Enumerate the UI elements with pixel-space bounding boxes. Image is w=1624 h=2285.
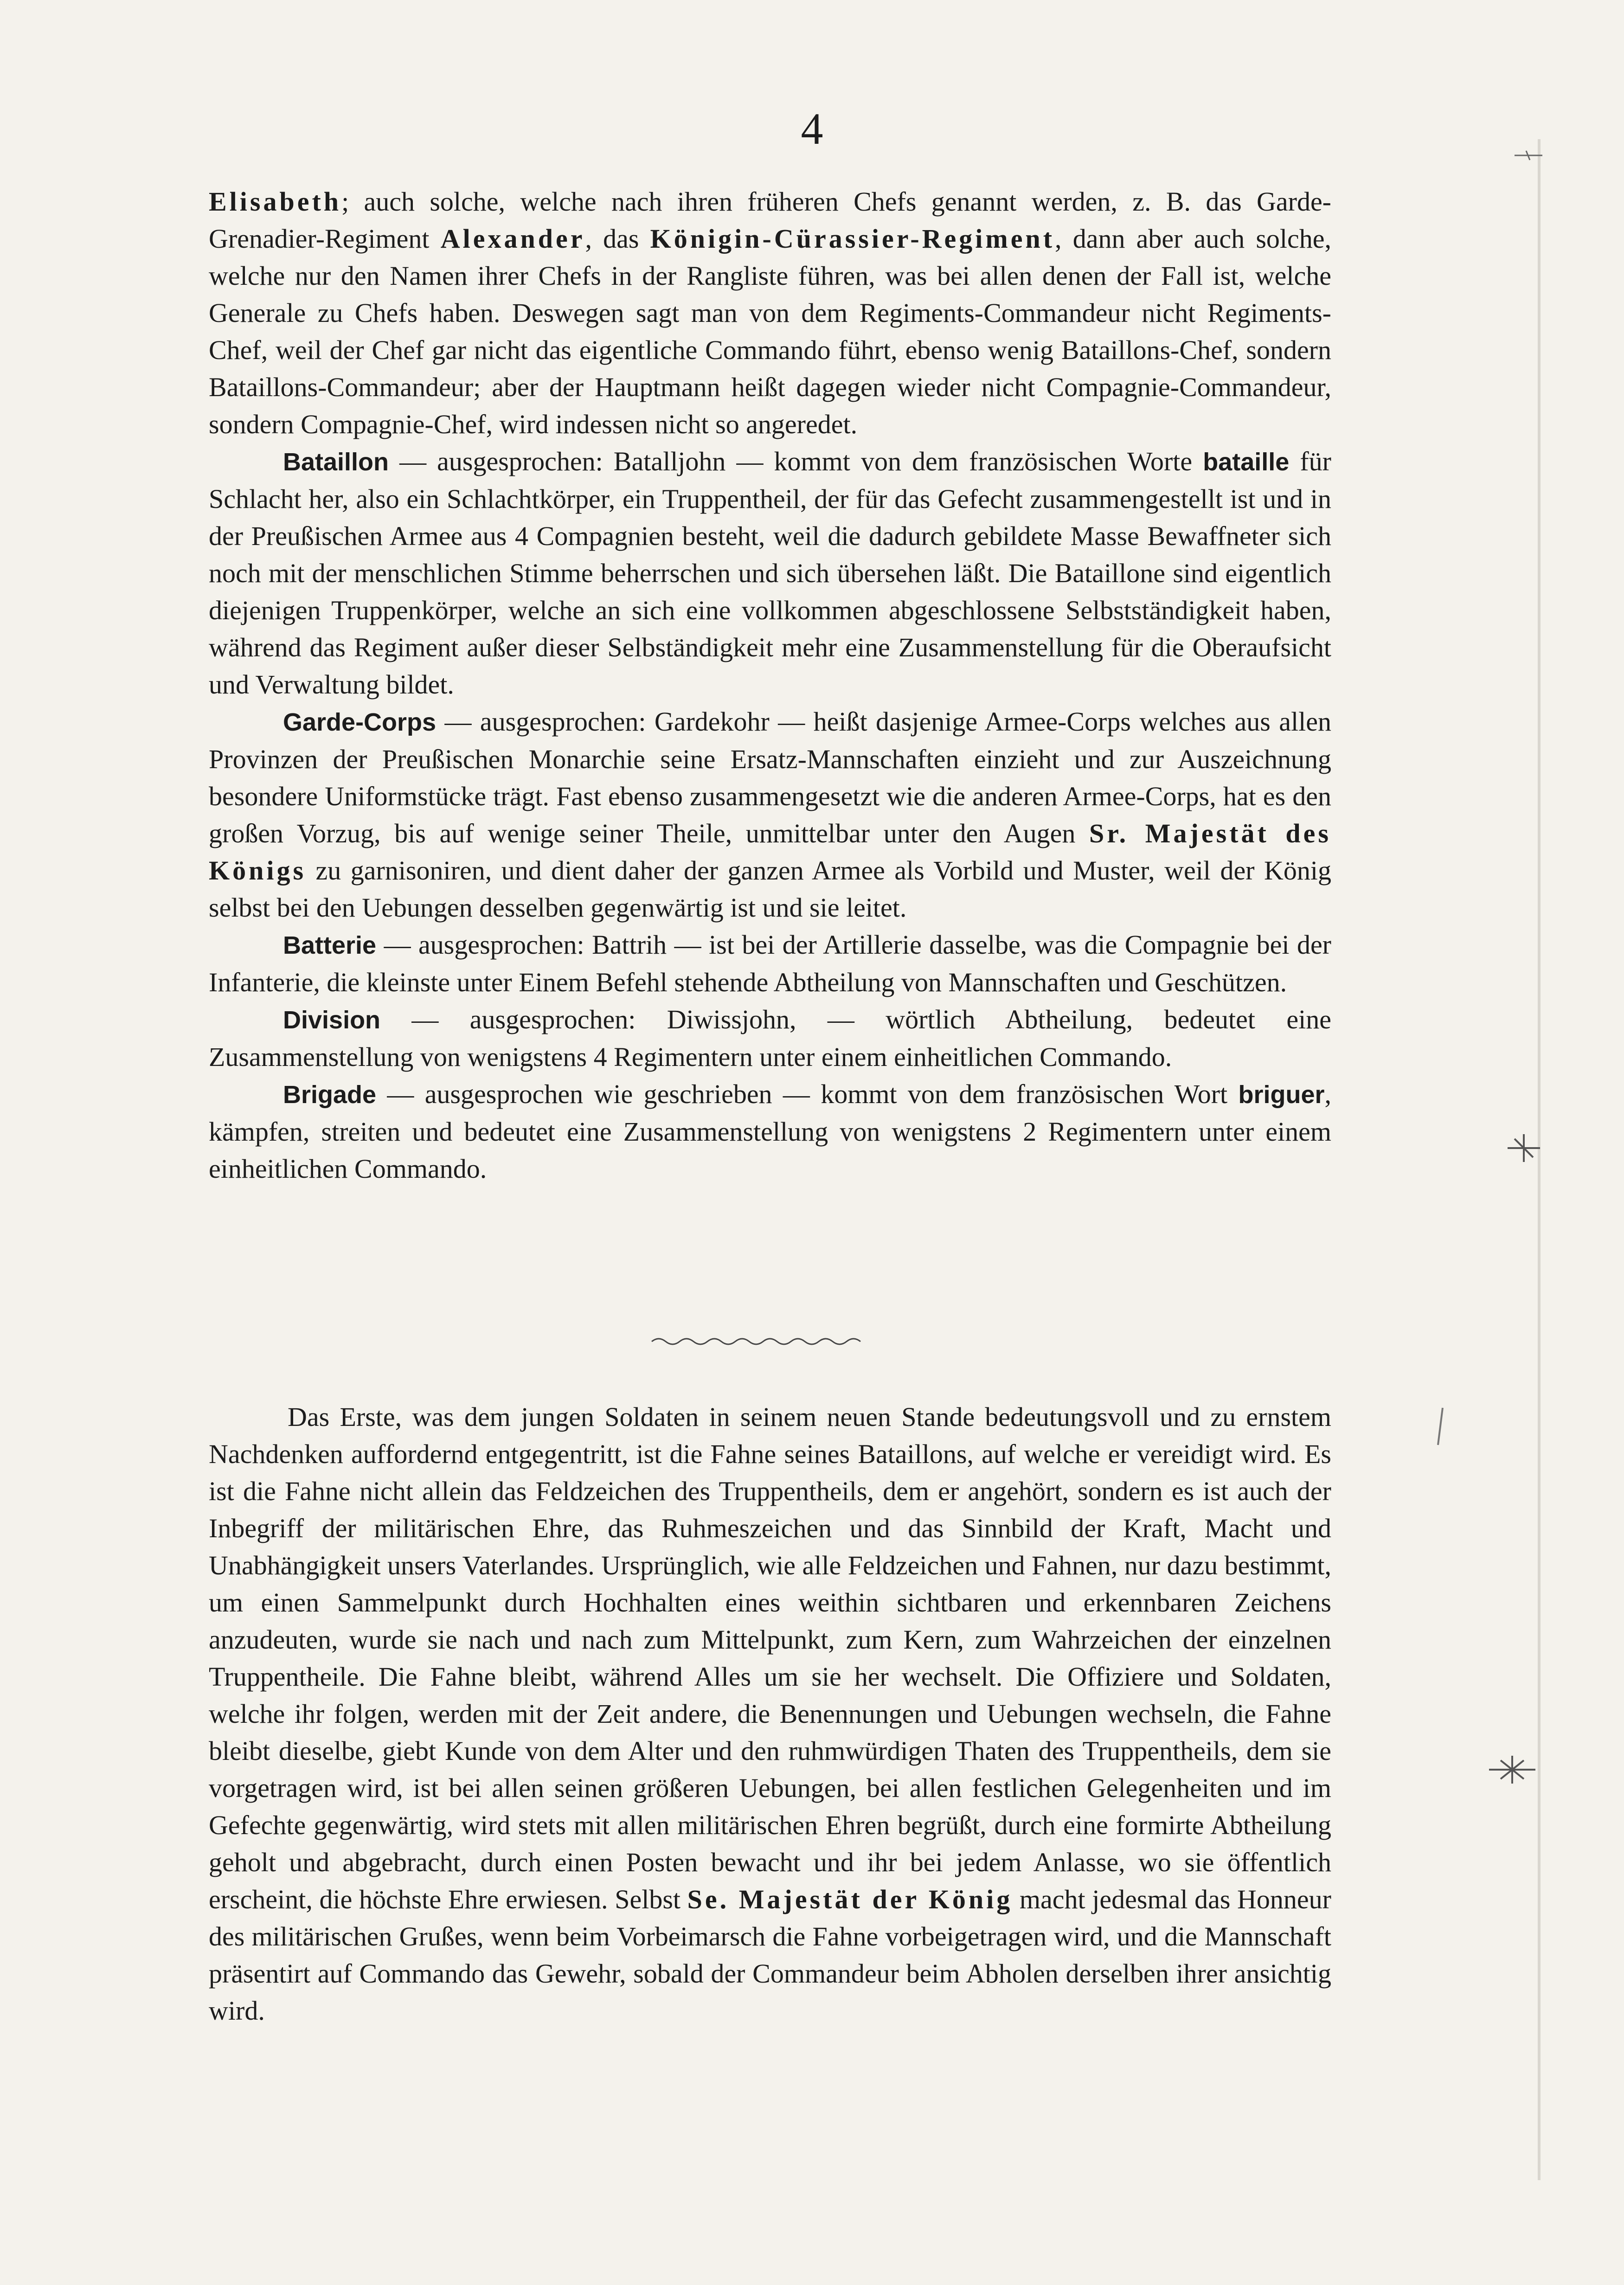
- majesty-title: Sr. Majestät des Königs: [209, 818, 1331, 886]
- flag-section: [209, 1399, 1331, 2029]
- edge-mark-top: [1512, 148, 1545, 162]
- intro-text-3: , dann aber auch solche, welche nur den Namen ihrer Chefs in der Rangliste führen, was bei allen denen der Fall ist, welche Generale zu Chefs haben. Deswegen sagt man von dem Regiments-Commandeur nicht Regiments-Chef, weil der Chef gar nicht das eigentliche Commando führt, ebenso wenig Bataillons-Chef, sondern Bataillons-Commandeur; aber der Hauptmann heißt dagegen wieder nicht Compagnie-Commandeur, sondern Compagnie-Chef, wird indessen nicht so angeredet.: [209, 224, 1331, 439]
- garde-corps-text-1: — ausgesprochen: Gardekohr — heißt dasjenige Armee-Corps welches aus allen Provinzen der Preußischen Monarchie seine Ersatz-Mannschaften einzieht und zur Auszeichnung besondere Uniformstücke trägt. Fast ebenso zusammengesetzt wie die anderen Armee-Corps, hat es den großen Vorzug, bis auf wenige seiner Theile, unmittelbar unter den Augen: [209, 706, 1331, 848]
- name-alexander: Alexander: [440, 224, 585, 254]
- majesty-king-title: Se. Majestät der König: [687, 1884, 1013, 1914]
- brigade-text-2: , kämpfen, streiten und bedeutet eine Zusammenstellung von wenigstens 2 Regimentern unter einem einheitlichen Commando.: [209, 1079, 1331, 1184]
- entry-garde-corps: [209, 703, 1331, 926]
- term-batterie: Batterie: [283, 931, 377, 959]
- section-divider-ornament: [649, 1331, 863, 1350]
- page-number: 4: [801, 104, 823, 154]
- bataillon-text-2: für Schlacht her, also ein Schlachtkörper, ein Truppentheil, der für das Gefecht zusammengestellt ist und in der Preußischen Armee aus 4 Compagnien besteht, weil die dadurch gebildete Masse Bewaffneter sich noch mit der menschlichen Stimme beherrschen und sich übersehen läßt. Die Bataillone sind eigentlich diejenigen Truppenkörper, welche an sich eine vollkommen abgeschlossene Selbstständigkeit haben, während das Regiment außer dieser Selbständigkeit mehr eine Zusammenstellung für die Oberaufsicht und Verwaltung bildet.: [209, 446, 1331, 700]
- edge-mark-middle: [1503, 1132, 1545, 1164]
- division-text: — ausgesprochen: Diwissjohn, — wörtlich Abtheilung, bedeutet eine Zusammenstellung von wenigstens 4 Regimentern unter einem einheitlichen Commando.: [209, 1004, 1331, 1072]
- entry-division: [209, 1001, 1331, 1076]
- entry-batterie: [209, 926, 1331, 1001]
- foreign-word-briguer: briguer: [1238, 1081, 1325, 1109]
- term-garde-corps: Garde-Corps: [283, 708, 436, 736]
- term-bataillon: Bataillon: [283, 448, 389, 476]
- flag-text-1: Das Erste, was dem jungen Soldaten in seinem neuen Stande bedeutungsvoll und zu ernstem Nachdenken auffordernd entgegentritt, ist die Fahne seines Bataillons, auf welche er vereidigt wird. Es ist die Fahne nicht allein das Feldzeichen des Truppentheils, dem er angehört, sondern es ist auch der Inbegriff der militärischen Ehre, das Ruhmeszeichen und das Sinnbild der Kraft, Macht und Unabhängigkeit unsers Vaterlandes. Ursprünglich, wie alle Feldzeichen und Fahnen, nur dazu bestimmt, um einen Sammelpunkt durch Hochhalten eines weithin sichtbaren und erkennbaren Zeichens anzudeuten, wurde sie nach und nach zum Mittelpunkt, zum Kern, zum Wahrzeichen der einzelnen Truppentheile. Die Fahne bleibt, während Alles um sie her wechselt. Die Offiziere und Soldaten, welche ihr folgen, werden mit der Zeit andere, die Benennungen und Uebungen wechseln, die Fahne bleibt dieselbe, giebt Kunde von dem Alter und den ruhmwürdigen Thaten des Truppentheils, dem sie vorgetragen wird, ist bei allen seinen größeren Uebungen, bei allen festlichen Gelegenheiten und im Gefechte gegenwärtig, wird stets mit allen militärischen Ehren begrüßt, durch eine formirte Abtheilung geholt und abgebracht, durch einen Posten bewacht und ihr bei jedem Anlasse, wo sie öffentlich erscheint, die höchste Ehre erwiesen. Selbst: [209, 1402, 1331, 1914]
- garde-corps-text-2: zu garnisoniren, und dient daher der ganzen Armee als Vorbild und Muster, weil der König selbst bei den Uebungen desselben gegenwärtig ist und sie leitet.: [209, 855, 1331, 923]
- intro-paragraph: [209, 183, 1331, 443]
- term-division: Division: [283, 1006, 381, 1034]
- foreign-word-bataille: bataille: [1203, 448, 1290, 476]
- intro-text-2: , das: [585, 224, 650, 254]
- regiment-name: Königin-Cürassier-Regiment: [650, 224, 1055, 254]
- flag-paragraph: [209, 1399, 1331, 2029]
- bataillon-text-1: — ausgesprochen: Batalljohn — kommt von dem französischen Worte: [389, 446, 1203, 476]
- intro-text-1: ; auch solche, welche nach ihren früheren Chefs genannt werden, z. B. das Garde-Grenadier-Regiment: [209, 186, 1331, 254]
- name-elisabeth: Elisabeth: [209, 186, 342, 217]
- batterie-text: — ausgesprochen: Battrih — ist bei der Artillerie dasselbe, was die Compagnie bei der Infanterie, die kleinste unter Einem Befehl stehende Abtheilung von Mannschaften und Geschützen.: [209, 930, 1331, 997]
- flag-text-2: macht jedesmal das Honneur des militärischen Grußes, wenn beim Vorbeimarsch die Fahne vorbeigetragen wird, und die Mannschaft präsentirt auf Commando das Gewehr, sobald der Commandeur beim Abholen derselben ihrer ansichtig wird.: [209, 1884, 1331, 2026]
- edge-mark-lower: [1484, 1753, 1540, 1786]
- definitions-section: [209, 183, 1331, 1187]
- brigade-text-1: — ausgesprochen wie geschrieben — kommt von dem französischen Wort: [376, 1079, 1239, 1109]
- edge-mark-side: [1433, 1406, 1447, 1447]
- entry-bataillon: [209, 443, 1331, 703]
- term-brigade: Brigade: [283, 1081, 377, 1109]
- entry-brigade: [209, 1076, 1331, 1187]
